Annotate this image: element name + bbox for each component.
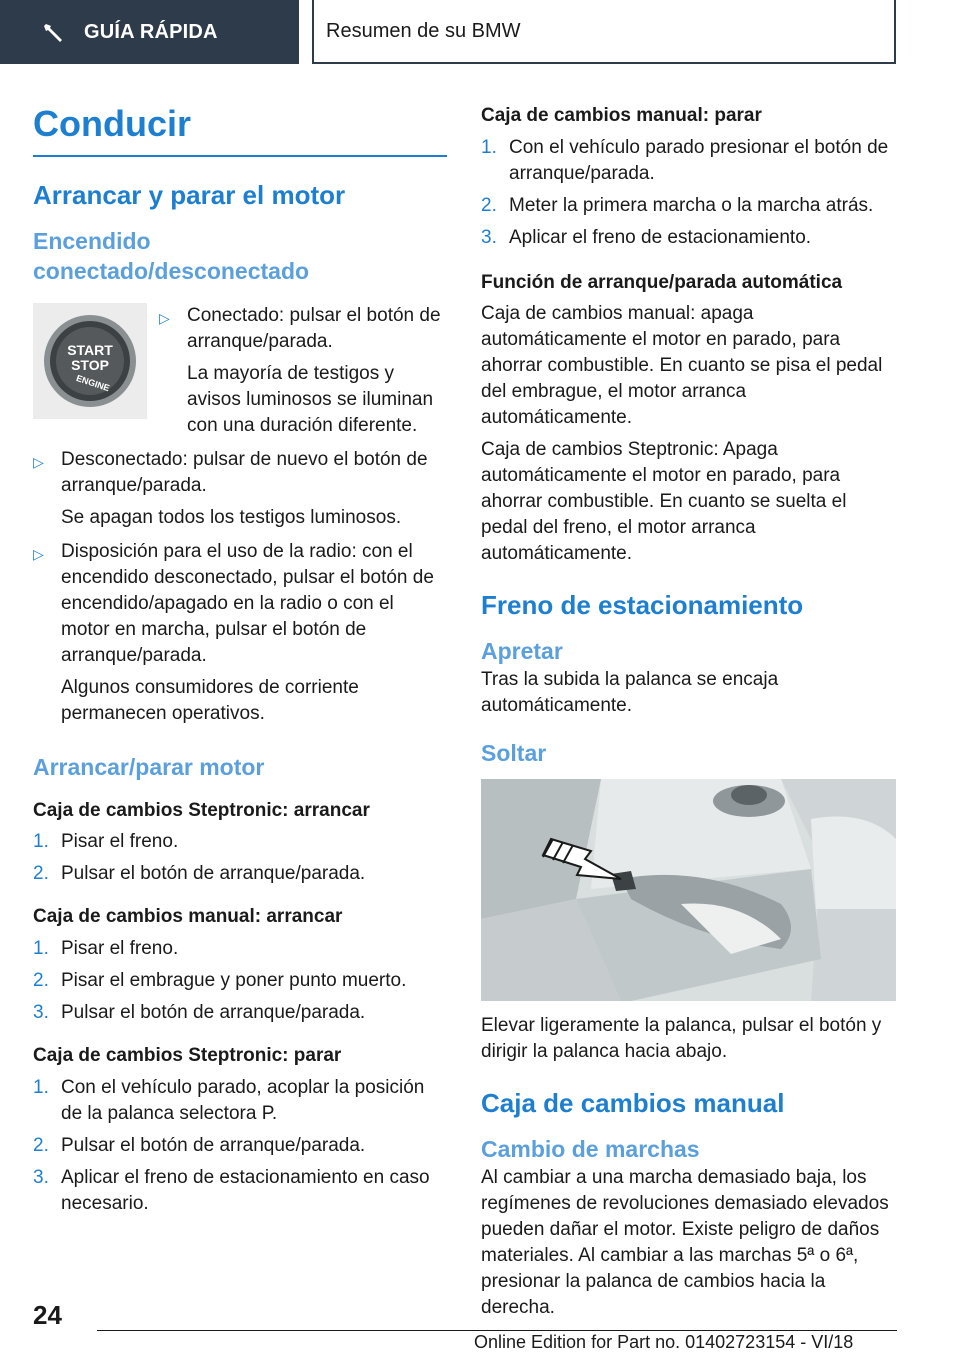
- auto-start-stop-text-steptronic: Caja de cambios Steptronic: Apaga automáticamente el motor en parado, para ahorrar combustible. En cuanto se suelta el pedal del freno, el motor arranca automáticamente.: [481, 439, 847, 565]
- bullet-text: Algunos consumidores de corriente permanecen operativos.: [61, 676, 359, 724]
- engine-label: ENGINE: [74, 372, 111, 394]
- bullet-text: Conectado: pulsar el botón de arranque/parada.: [187, 304, 441, 352]
- group-title: Caja de cambios manual: parar: [481, 105, 762, 126]
- bullet-text: Se apagan todos los testigos luminosos.: [61, 506, 402, 528]
- section-tab[interactable]: [312, 0, 896, 64]
- auto-start-stop-title: Función de arranque/parada automática: [481, 271, 843, 293]
- page-header: [0, 0, 960, 66]
- subheading-ignition: Encendido conectado/desconectado: [33, 227, 310, 284]
- step-list: [33, 1075, 447, 1217]
- wrench-icon: [42, 20, 66, 44]
- list-item: 3. Aplicar el freno de estacionamiento en caso necesario.: [33, 1166, 430, 1214]
- start-stop-button-icon: [42, 313, 138, 409]
- section-heading-parking-brake: Freno de estacionamiento: [481, 590, 804, 621]
- group-title: Caja de cambios manual: arrancar: [33, 906, 343, 928]
- list-item: 2. Pulsar el botón de arranque/parada.: [33, 1134, 366, 1156]
- list-item: 2. Pulsar el botón de arranque/parada.: [33, 863, 366, 885]
- triangle-bullet-icon: ▷: [33, 453, 44, 470]
- apretar-text: Tras la subida la palanca se encaja automáticamente.: [481, 669, 779, 717]
- step-list: [33, 936, 447, 1026]
- list-item: 1. Pisar el freno.: [33, 938, 179, 960]
- subheading-start-stop-engine: Arrancar/parar motor: [33, 753, 265, 780]
- section-heading-manual-gearbox: Caja de cambios manual: [481, 1087, 785, 1118]
- group-title: Caja de cambios Steptronic: arrancar: [33, 799, 370, 821]
- list-item: 3. Aplicar el freno de estacionamiento.: [481, 226, 812, 248]
- bullet-text: Desconectado: pulsar de nuevo el botón de arranque/parada.: [61, 448, 428, 496]
- footer-divider: [97, 1330, 897, 1331]
- left-column: [33, 92, 447, 1217]
- gear-change-text: Al cambiar a una marcha demasiado baja, los regímenes de revoluciones demasiado elevados pueden dañar el motor. Existe peligro de daños materiales. Al cambiar a las marchas 5ª o 6ª, presionar la palanca de cambios hacia la derecha.: [481, 1166, 889, 1318]
- soltar-text: Elevar ligeramente la palanca, pulsar el botón y dirigir la palanca hacia abajo.: [481, 1014, 882, 1062]
- list-item: 2. Meter la primera marcha o la marcha atrás.: [481, 194, 874, 216]
- edition-note: Online Edition for Part no. 01402723154 - VI/18: [474, 1332, 854, 1352]
- parking-brake-photo: [481, 779, 896, 1001]
- bullet-item: [159, 303, 447, 439]
- section-heading-start-stop: Arrancar y parar el motor: [33, 180, 346, 211]
- bullet-text: La mayoría de testigos y avisos luminosos se iluminan con una duración diferente.: [187, 362, 434, 436]
- subheading-soltar: Soltar: [481, 740, 547, 767]
- ignition-block: [33, 303, 447, 439]
- start-stop-button-image: [33, 303, 147, 419]
- bullet-item: [33, 539, 447, 727]
- page-title: Conducir: [33, 102, 447, 157]
- stop-label: STOP: [71, 356, 109, 373]
- subheading-apretar: Apretar: [481, 638, 563, 665]
- bullet-text: Disposición para el uso de la radio: con el encendido desconectado, pulsar el botón de encendido/apagado en la radio o con el motor en marcha, pulsar el botón de arranque/parada.: [61, 540, 434, 666]
- subheading-gear-change: Cambio de marchas: [481, 1135, 700, 1162]
- quick-guide-tab[interactable]: [0, 0, 299, 64]
- list-item: 1. Con el vehículo parado presionar el botón de arranque/parada.: [481, 136, 889, 184]
- start-label: START: [67, 341, 113, 358]
- group-title: Caja de cambios Steptronic: parar: [33, 1045, 342, 1067]
- right-column: [481, 104, 896, 1321]
- step-list: [33, 829, 447, 887]
- list-item: 3. Pulsar el botón de arranque/parada.: [33, 1002, 366, 1024]
- section-tab-label: Resumen de su BMW: [326, 19, 521, 42]
- list-item: 1. Pisar el freno.: [33, 831, 179, 853]
- triangle-bullet-icon: ▷: [33, 545, 44, 562]
- auto-start-stop-text-manual: Caja de cambios manual: apaga automáticamente el motor en parado, para ahorrar combustible. En cuanto se pisa el pedal del embrague, el motor arranca automáticamente.: [481, 303, 883, 429]
- list-item: 1. Con el vehículo parado, acoplar la posición de la palanca selectora P.: [33, 1076, 425, 1124]
- bullet-item: [33, 447, 447, 531]
- step-list: [481, 135, 896, 251]
- page-number: 24: [33, 1300, 62, 1330]
- quick-guide-label: GUÍA RÁPIDA: [84, 20, 218, 43]
- triangle-bullet-icon: ▷: [159, 309, 170, 326]
- list-item: 2. Pisar el embrague y poner punto muerto.: [33, 970, 407, 992]
